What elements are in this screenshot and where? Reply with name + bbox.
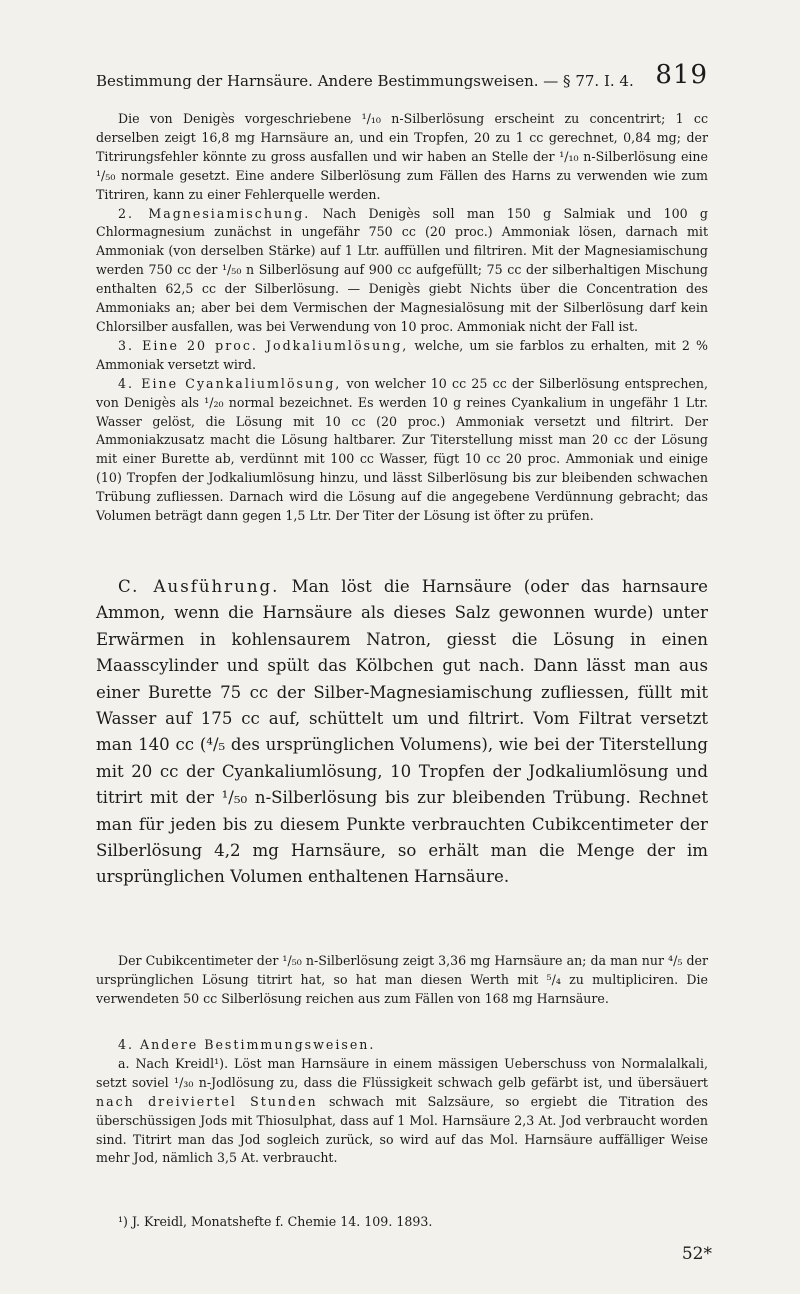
- text-potassium-cyanide: von welcher 10 cc 25 cc der Silberlösung entsprechen, von Denigès als ¹/₂₀ normal bezeichnet. Es werden 10 g reines Cyankalium in ungefähr 1 Ltr. Wasser gelöst, die Lösung mit 10 cc (20 proc.) Ammoniak versetzt und filtrirt. Der Ammoniakzusatz macht die Lösung haltbarer. Zur Titerstellung misst man 20 cc der Lösung mit einer Burette ab, verdünnt mit 100 cc Wasser, fügt 10 cc 20 proc. Ammoniak und einige (10) Tropfen der Jodkaliumlösung hinzu, und lässt Silberlösung bis zur bleibenden schwachen Trübung zufliessen. Darnach wird die Lösung auf die angegebene Verdünnung gebracht; das Volumen beträgt dann gegen 1,5 Ltr. Der Titer der Lösung ist öfter zu prüfen.: [96, 375, 708, 524]
- paragraph-calculation: Der Cubikcentimeter der ¹/₅₀ n-Silberlösung zeigt 3,36 mg Harnsäure an; da man nur ⁴/₅ der ursprünglichen Lösung titrirt hat, so hat man diesen Werth mit ⁵/₄ zu multipliciren. Die verwendeten 50 cc Silberlösung reichen aus zum Fällen von 168 mg Harnsäure.: [96, 953, 708, 1006]
- paragraph-silver-solution: Die von Denigès vorgeschriebene ¹/₁₀ n-Silberlösung erscheint zu concentrirt; 1 cc derselben zeigt 16,8 mg Harnsäure an, und ein Tropfen, 20 zu 1 cc gerechnet, 0,84 mg; der Titrirungsfehler könnte zu gross ausfallen und wir haben an Stelle der ¹/₁₀ n-Silberlösung eine ¹/₅₀ normale gesetzt. Eine andere Silberlösung zum Fällen des Harns zu verwenden wie zum Titriren, kann zu einer Fehlerquelle werden.: [96, 111, 708, 202]
- label-procedure: C. Ausführung.: [118, 577, 280, 596]
- paragraph-magnesia-mixture: [96, 205, 708, 337]
- text-kreidl-emphasis: nach dreiviertel Stunden: [96, 1093, 318, 1109]
- other-methods-section: [96, 1036, 708, 1168]
- footnotes: [96, 1214, 708, 1229]
- text-potassium-iodide: welche, um sie farblos zu erhalten, mit 2 % Ammoniak versetzt wird.: [96, 337, 709, 372]
- sheet-signature: 52*: [681, 1244, 712, 1264]
- footnote-1: ¹) J. Kreidl, Monatshefte f. Chemie 14. 109. 1893.: [118, 1214, 433, 1229]
- paragraph-procedure: [96, 574, 708, 891]
- label-potassium-cyanide: 4. Eine Cyankaliumlösung,: [118, 375, 342, 391]
- page-number: 819: [655, 60, 708, 90]
- text-magnesia-mixture: Nach Denigès soll man 150 g Salmiak und 100 g Chlormagnesium zunächst in ungefähr 750 cc (20 proc.) Ammoniak lösen, darnach mit Ammoniak (von derselben Stärke) auf 1 Ltr. auffüllen und filtriren. Mit der Magnesiamischung werden 750 cc der ¹/₅₀ n Silberlösung auf 900 cc aufgefüllt; 75 cc der silberhaltigen Mischung enthalten 62,5 cc der Silberlösung. — Denigès giebt Nichts über die Concentration des Ammoniaks an; aber bei dem Vermischen der Magnesialösung mit der Silberlösung darf kein Chlorsilber ausfallen, was bei Verwendung von 10 proc. Ammoniak nicht der Fall ist.: [96, 205, 708, 334]
- paragraph-potassium-iodide: [96, 337, 708, 375]
- text-kreidl-end: schwach mit Salzsäure, so ergiebt die Titration des überschüssigen Jods mit Thiosulphat, dass auf 1 Mol. Harnsäure 2,3 At. Jod verbraucht worden sind. Titrirt man das Jod sogleich zurück, so wird auf das Mol. Harnsäure auffälliger Weise mehr Jod, nämlich 3,5 At. verbraucht.: [96, 1093, 708, 1166]
- section-heading-other-methods: 4. Andere Bestimmungsweisen.: [118, 1037, 376, 1052]
- label-magnesia-mixture: 2. Magnesiamischung.: [118, 205, 311, 221]
- label-potassium-iodide: 3. Eine 20 proc. Jodkaliumlösung,: [118, 337, 409, 353]
- reagents-section: [96, 110, 708, 526]
- calculation-note: [96, 952, 708, 1009]
- paragraph-kreidl-method: [96, 1055, 708, 1168]
- text-procedure: Man löst die Harnsäure (oder das harnsaure Ammon, wenn die Harnsäure als dieses Salz gewonnen wurde) unter Erwärmen in kohlensaurem Natron, giesst die Lösung in einen Maasscylinder und spült das Kölbchen gut nach. Dann lässt man aus einer Burette 75 cc der Silber-Magnesiamischung zufliessen, füllt mit Wasser auf 175 cc auf, schüttelt um und filtrirt. Vom Filtrat versetzt man 140 cc (⁴/₅ des ursprünglichen Volumens), wie bei der Titerstellung mit 20 cc der Cyankaliumlösung, 10 Tropfen der Jodkaliumlösung und titrirt mit der ¹/₅₀ n-Silberlösung bis zur bleibenden Trübung. Rechnet man für jeden bis zu diesem Punkte verbrauchten Cubikcentimeter der Silberlösung 4,2 mg Harnsäure, so erhält man die Menge der im ursprünglichen Volumen enthaltenen Harnsäure.: [96, 577, 708, 887]
- procedure-section: [96, 574, 708, 891]
- running-title: Bestimmung der Harnsäure. Andere Bestimmungsweisen. — § 77. I. 4.: [96, 72, 634, 90]
- page-header: [96, 60, 708, 94]
- paragraph-potassium-cyanide: [96, 375, 708, 526]
- label-kreidl: a. Nach Kreidl¹).: [118, 1055, 229, 1071]
- text-kreidl: Löst man Harnsäure in einem mässigen Ueberschuss von Normalalkali, setzt soviel ¹/₃₀ n-Jodlösung zu, dass die Flüssigkeit schwach gelb gefärbt ist, und übersäuert: [96, 1055, 708, 1090]
